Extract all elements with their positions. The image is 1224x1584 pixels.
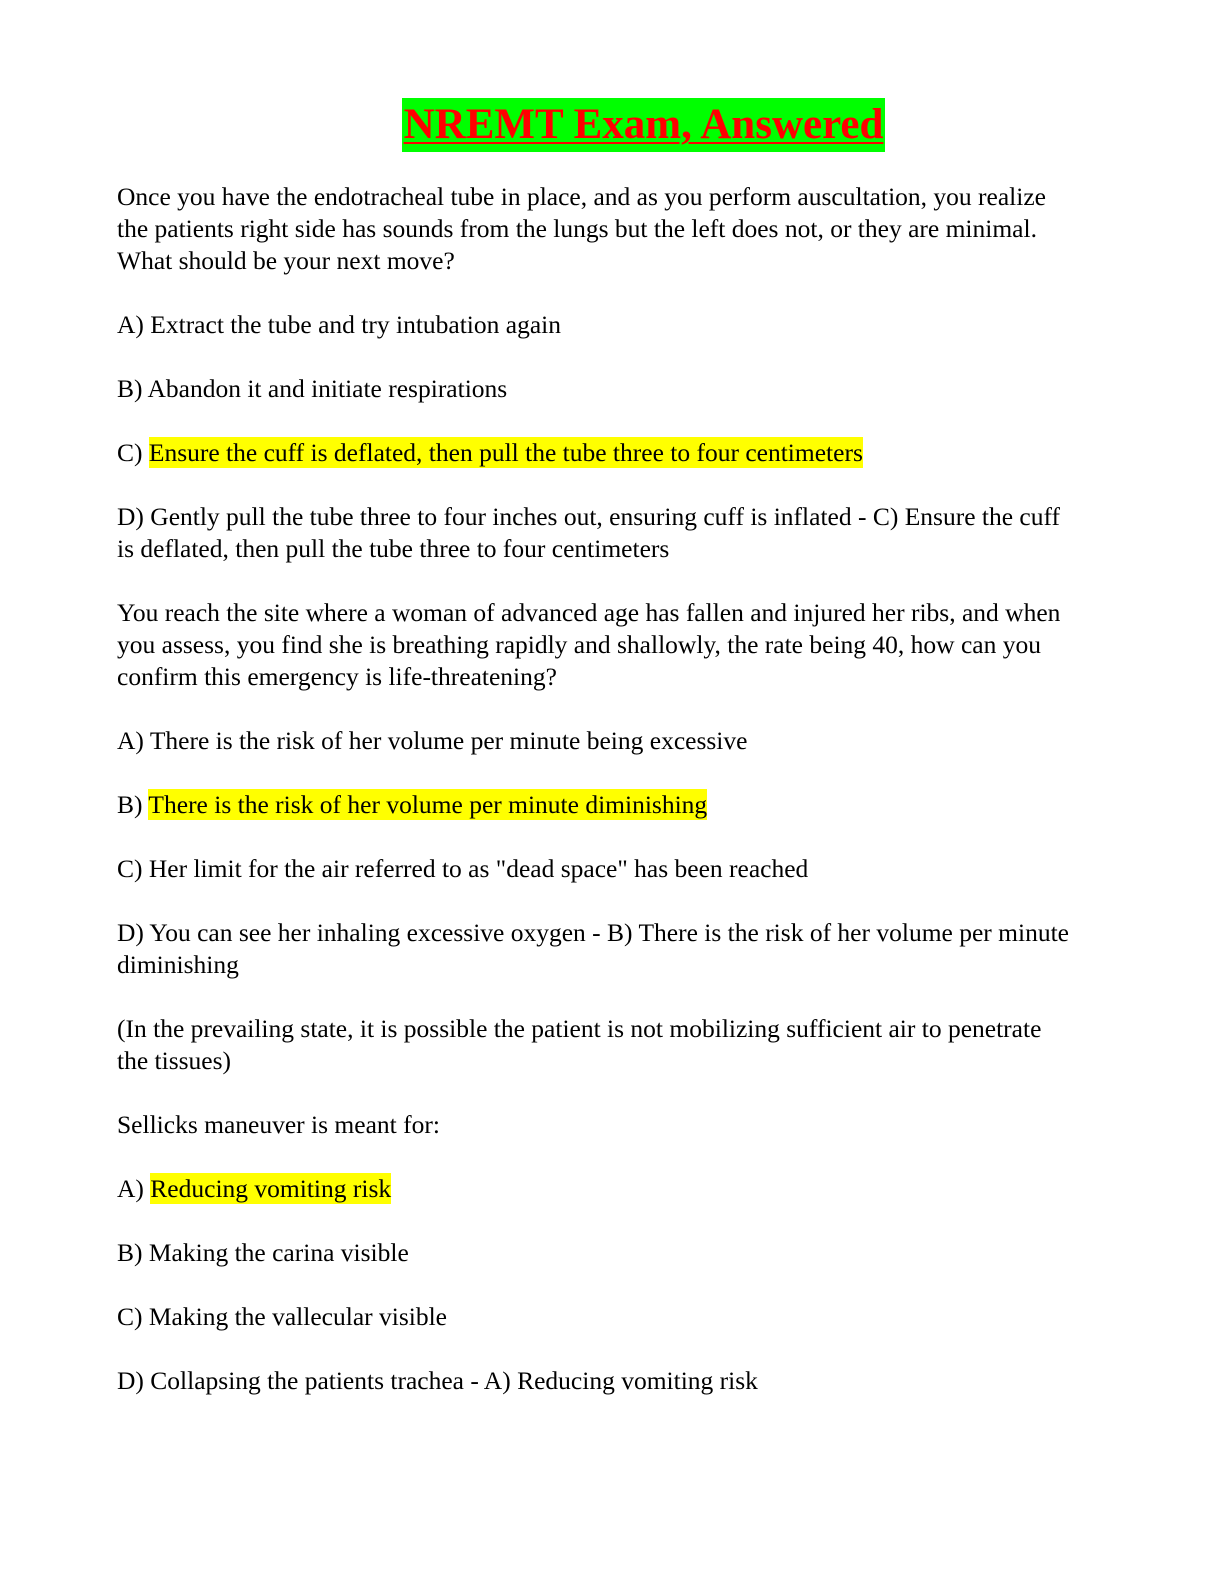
question-1-option-b: B) Abandon it and initiate respirations [117, 374, 508, 403]
question-2-option-b [117, 789, 1077, 821]
document-body [117, 181, 1077, 1429]
question-3-option-a [117, 1173, 1077, 1205]
question-1-correct-answer-highlight: Ensure the cuff is deflated, then pull the tube three to four centimeters [148, 438, 863, 467]
question-2-option-a: A) There is the risk of her volume per minute being excessive [117, 726, 748, 755]
question-2-text: You reach the site where a woman of advanced age has fallen and injured her ribs, and when you assess, you find she is breathing rapidly and shallowly, the rate being 40, how can you confirm this emergency is life-threatening? [117, 598, 1061, 691]
question-2-option-d: D) You can see her inhaling excessive oxygen - B) There is the risk of her volume per minute diminishing [117, 918, 1069, 979]
question-1-option-d: D) Gently pull the tube three to four inches out, ensuring cuff is inflated - C) Ensure the cuff is deflated, then pull the tube three to four centimeters [117, 502, 1061, 563]
question-3-option-c: C) Making the vallecular visible [117, 1302, 447, 1331]
question-1-option-c [117, 437, 1077, 469]
question-3-option-d: D) Collapsing the patients trachea - A) Reducing vomiting risk [117, 1366, 758, 1395]
question-3-text: Sellicks maneuver is meant for: [117, 1110, 440, 1139]
question-2-option-c: C) Her limit for the air referred to as "dead space" has been reached [117, 854, 809, 883]
document-title: NREMT Exam, Answered [402, 98, 886, 152]
title-container [0, 98, 1224, 152]
question-3-option-b: B) Making the carina visible [117, 1238, 409, 1267]
question-1-option-c-label: C) [117, 438, 149, 467]
question-2-note: (In the prevailing state, it is possible the patient is not mobilizing sufficient air to penetrate the tissues) [117, 1014, 1042, 1075]
question-1-text: Once you have the endotracheal tube in place, and as you perform auscultation, you realize the patients right side has sounds from the lungs but the left does not, or they are minimal. What should be your next move? [117, 182, 1046, 275]
question-2-option-b-label: B) [117, 790, 149, 819]
question-2-correct-answer-highlight: There is the risk of her volume per minute diminishing [148, 790, 708, 819]
question-3-option-a-label: A) [117, 1174, 151, 1203]
question-1-option-a: A) Extract the tube and try intubation again [117, 310, 561, 339]
question-3-correct-answer-highlight: Reducing vomiting risk [150, 1174, 392, 1203]
